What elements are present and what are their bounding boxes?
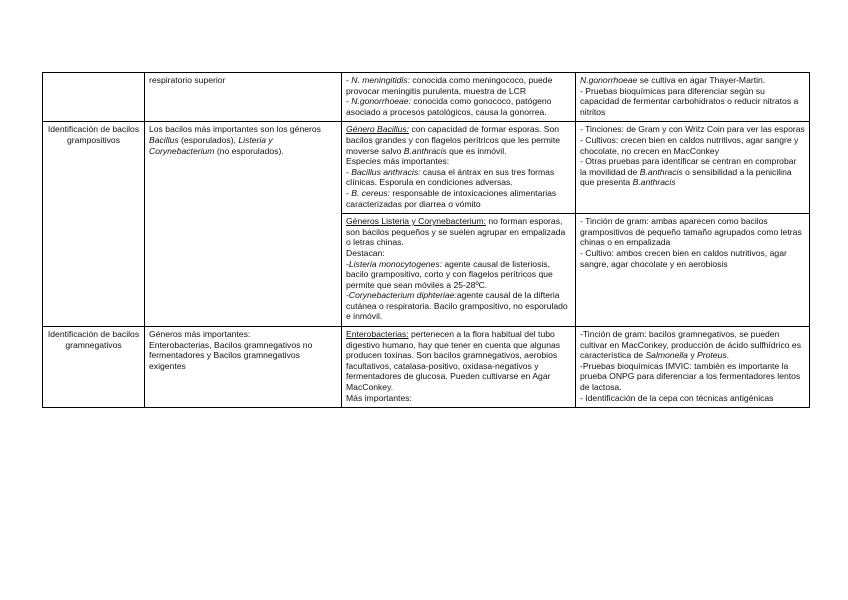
table-row xyxy=(43,73,810,122)
row-label: Identificación de bacilos gramnegativos xyxy=(43,327,145,408)
cell-identification: - Tinciones: de Gram y con Writz Coin para ver las esporas - Cultivos: crecen bien en caldos nutritivos, agar sangre y chocolate, no crecen en MacConkey - Otras pruebas para identificar se centran en comprobar la movilidad de B.anthracis o sensibilidad a la penicilina que presenta B.anthracis xyxy=(576,122,810,214)
row-label: Identificación de bacilos grampositivos xyxy=(43,122,145,327)
cell-species: - N. meningitidis: conocida como meningococo, puede provocar meningitis purulenta, muestra de LCR - N.gonorrhoeae: conocida como gonococo, patógeno asociado a procesos patológicos, causa la gonorrea. xyxy=(342,73,576,122)
table-row xyxy=(43,122,810,214)
table-row xyxy=(43,327,810,408)
cell-description: Géneros más importantes: Enterobacterias, Bacilos gramnegativos no fermentadores y Bacilos gramnegativos exigentes xyxy=(145,327,342,408)
cell-description: Los bacilos más importantes son los géneros Bacillus (esporulados), Listeria y Corynebacterium (no esporulados). xyxy=(145,122,342,327)
cell-identification: N.gonorrhoeae se cultiva en agar Thayer-Martin. - Pruebas bioquímicas para diferenciar según su capacidad de fermentar carbohidratos o reducir nitratos a nitritos xyxy=(576,73,810,122)
cell-identification: -Tinción de gram: bacilos gramnegativos, se pueden cultivar en MacConkey, producción de ácido sulfhídrico es característica de Salmonella y Proteus. -Pruebas bioquímicas IMVIC: también es importante la prueba ONPG para diferenciar a los fermentadores lentos de lactosa. - Identificación de la cepa con técnicas antigénicas xyxy=(576,327,810,408)
row-label xyxy=(43,73,145,122)
cell-species: Enterobacterias: pertenecen a la flora habitual del tubo digestivo humano, hay que tener en cuenta que algunas producen toxinas. Son bacilos gramnegativos, aerobios facultativos, catalasa-positivo, oxidasa-negativos y fermentadores de glucosa. Pueden cultivarse en Agar MacConkey. Más importantes: xyxy=(342,327,576,408)
cell-species: Género Bacillus: con capacidad de formar esporas. Son bacilos grandes y con flagelos perítricos que les permite moverse salvo B.anthracis que es inmóvil. Especies más importantes: - Bacillus anthracis: causa el ántrax en sus tres formas clínicas. Esporula en condiciones adversas. - B. cereus: responsable de intoxicaciones alimentarias caracterizadas por diarrea o vómito xyxy=(342,122,576,214)
content-table xyxy=(42,72,810,408)
cell-description: respiratorio superior xyxy=(145,73,342,122)
cell-species: Géneros Listeria y Corynebacterium: no forman esporas, son bacilos pequeños y se suelen agrupar en empalizada o letras chinas. Destacan: -Listeria monocytogenes: agente causal de listeriosis, bacilo grampositivo, corto y con flagelos perítricos que permite que sean móviles a 25-28ºC. -Corynebacterium diphteriae:agente causal de la difteria cutánea o respiratoria. Bacilo grampositivo, no esporulado e inmóvil. xyxy=(342,214,576,327)
cell-identification: - Tinción de gram: ambas aparecen como bacilos grampositivos de pequeño tamaño agrupados como letras chinas o en empalizada - Cultivo: ambos crecen bien en caldos nutritivos, agar sangre, agar chocolate y en aerobiosis xyxy=(576,214,810,327)
